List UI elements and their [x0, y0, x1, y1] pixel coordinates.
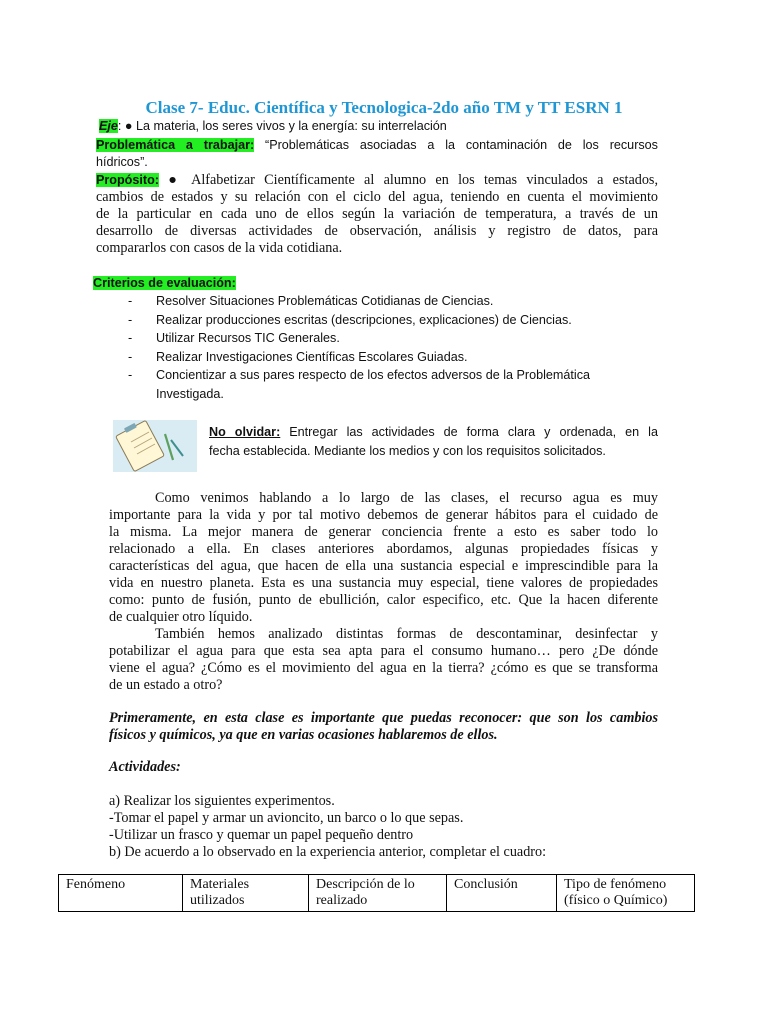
- body-line: la misma. La mejor manera de generar conciencia frente a esto es saber todo lo: [109, 524, 658, 540]
- criterio-item: - Realizar producciones escritas (descripciones, explicaciones) de Ciencias.: [128, 312, 572, 327]
- primeramente-line: físicos y químicos, ya que en varias ocasiones hablaremos de ellos.: [109, 727, 498, 743]
- proposito-block: [96, 172, 658, 257]
- actividad-line: -Utilizar un frasco y quemar un papel pequeño dentro: [109, 827, 414, 843]
- eje-text: : ● La materia, los seres vivos y la energía: su interrelación: [117, 119, 447, 133]
- body-line: También hemos analizado distintas formas de descontaminar, desinfectar y: [155, 626, 658, 642]
- body-line: como: punto de fusión, punto de ebullición, calor especifico, etc. Que la hacen diferente: [109, 592, 658, 608]
- body-line: Como venimos hablando a lo largo de las clases, el recurso agua es muy: [155, 490, 658, 506]
- body-line: vida en nuestro planeta. Esta es una sustancia muy especial, tiene valores de propiedades: [109, 575, 658, 591]
- problematica-text: “Problemáticas asociadas a la contaminación de los recursos: [254, 138, 658, 152]
- table-header-materiales: Materiales utilizados: [183, 875, 309, 912]
- criterio-item: - Resolver Situaciones Problemáticas Cotidianas de Ciencias.: [128, 294, 494, 308]
- body-line: viene el agua? ¿Cómo es el movimiento del agua en la tierra? ¿cómo es que se transforma: [109, 660, 658, 676]
- problematica-block: [96, 137, 658, 171]
- proposito-label: Propósito:: [96, 173, 159, 187]
- actividad-line: b) De acuerdo a lo observado en la experiencia anterior, completar el cuadro:: [109, 844, 547, 860]
- criterio-item: - Realizar Investigaciones Científicas Escolares Guiadas.: [128, 349, 468, 364]
- criterios-list: [128, 292, 658, 403]
- proposito-line-3: desarrollo de diversas actividades de observación, análisis y registro de datos, para: [96, 223, 658, 239]
- proposito-line-0: ● Alfabetizar Científicamente al alumno en los temas vinculados a estados,: [158, 172, 658, 188]
- body-line: importante para la vida y por tal motivo debemos de generar hábitos para el cuidado de: [109, 507, 658, 523]
- problematica-text-2: hídricos”.: [96, 155, 148, 169]
- body-line: de un estado a otro?: [109, 677, 223, 693]
- actividades-heading: Actividades:: [109, 759, 181, 775]
- table-header-descripcion: Descripción de lo realizado: [309, 875, 447, 912]
- cuadro-table: [58, 874, 695, 912]
- no-olvidar-label: No olvidar:: [209, 425, 281, 439]
- no-olvidar-block: [209, 423, 658, 461]
- no-olvidar-line-1: Entregar las actividades de forma clara y ordenada, en la: [280, 425, 658, 439]
- proposito-line-2: de la particular en cada uno de ellos según la variación de temperatura, a través de un: [96, 206, 658, 222]
- body-line: características del agua, que hacen de ella una sustancia especial e imprescindible para la: [109, 558, 658, 574]
- primeramente-line: Primeramente, en esta clase es importante que puedas reconocer: que son los cambios: [109, 710, 658, 726]
- table-header-conclusion: Conclusión: [447, 875, 557, 912]
- proposito-line-1: cambios de estados y su relación con el ciclo del agua, teniendo en cuenta el movimiento: [96, 189, 658, 205]
- table-header-fenomeno: Fenómeno: [59, 875, 183, 912]
- actividades-list: [109, 793, 669, 861]
- body-line: potabilizar el agua para que esta sea apta para el consumo humano… pero ¿De dónde: [109, 643, 658, 659]
- body-text: [109, 490, 658, 694]
- body-line: relacionado a ella. En clases anteriores abordamos, algunas propiedades físicas y: [109, 541, 658, 557]
- eje-label: Eje: [99, 119, 118, 133]
- criterio-item: - Utilizar Recursos TIC Generales.: [128, 331, 340, 345]
- proposito-line-4: compararlos con casos de la vida cotidiana.: [96, 240, 343, 256]
- actividad-line: a) Realizar los siguientes experimentos.: [109, 793, 335, 809]
- body-line: de cualquier otro líquido.: [109, 609, 253, 625]
- primeramente-block: [109, 710, 658, 744]
- problematica-label: Problemática a trabajar:: [96, 138, 255, 152]
- no-olvidar-line-2: fecha establecida. Mediante los medios y con los requisitos solicitados.: [209, 444, 606, 458]
- table-header-tipo: Tipo de fenómeno (físico o Químico): [557, 875, 695, 912]
- page-title: Clase 7- Educ. Científica y Tecnologica-2do año TM y TT ESRN 1: [145, 98, 623, 117]
- eje-line: [99, 119, 447, 133]
- clipboard-icon: [113, 420, 197, 472]
- table-row: [59, 875, 695, 912]
- criterios-heading: [93, 276, 236, 290]
- criterios-label: Criterios de evaluación:: [93, 276, 236, 290]
- actividad-line: -Tomar el papel y armar un avioncito, un barco o lo que sepas.: [109, 810, 464, 826]
- criterio-item: - Concientizar a sus pares respecto de los efectos adversos de la Problemática Investigada.: [128, 368, 591, 401]
